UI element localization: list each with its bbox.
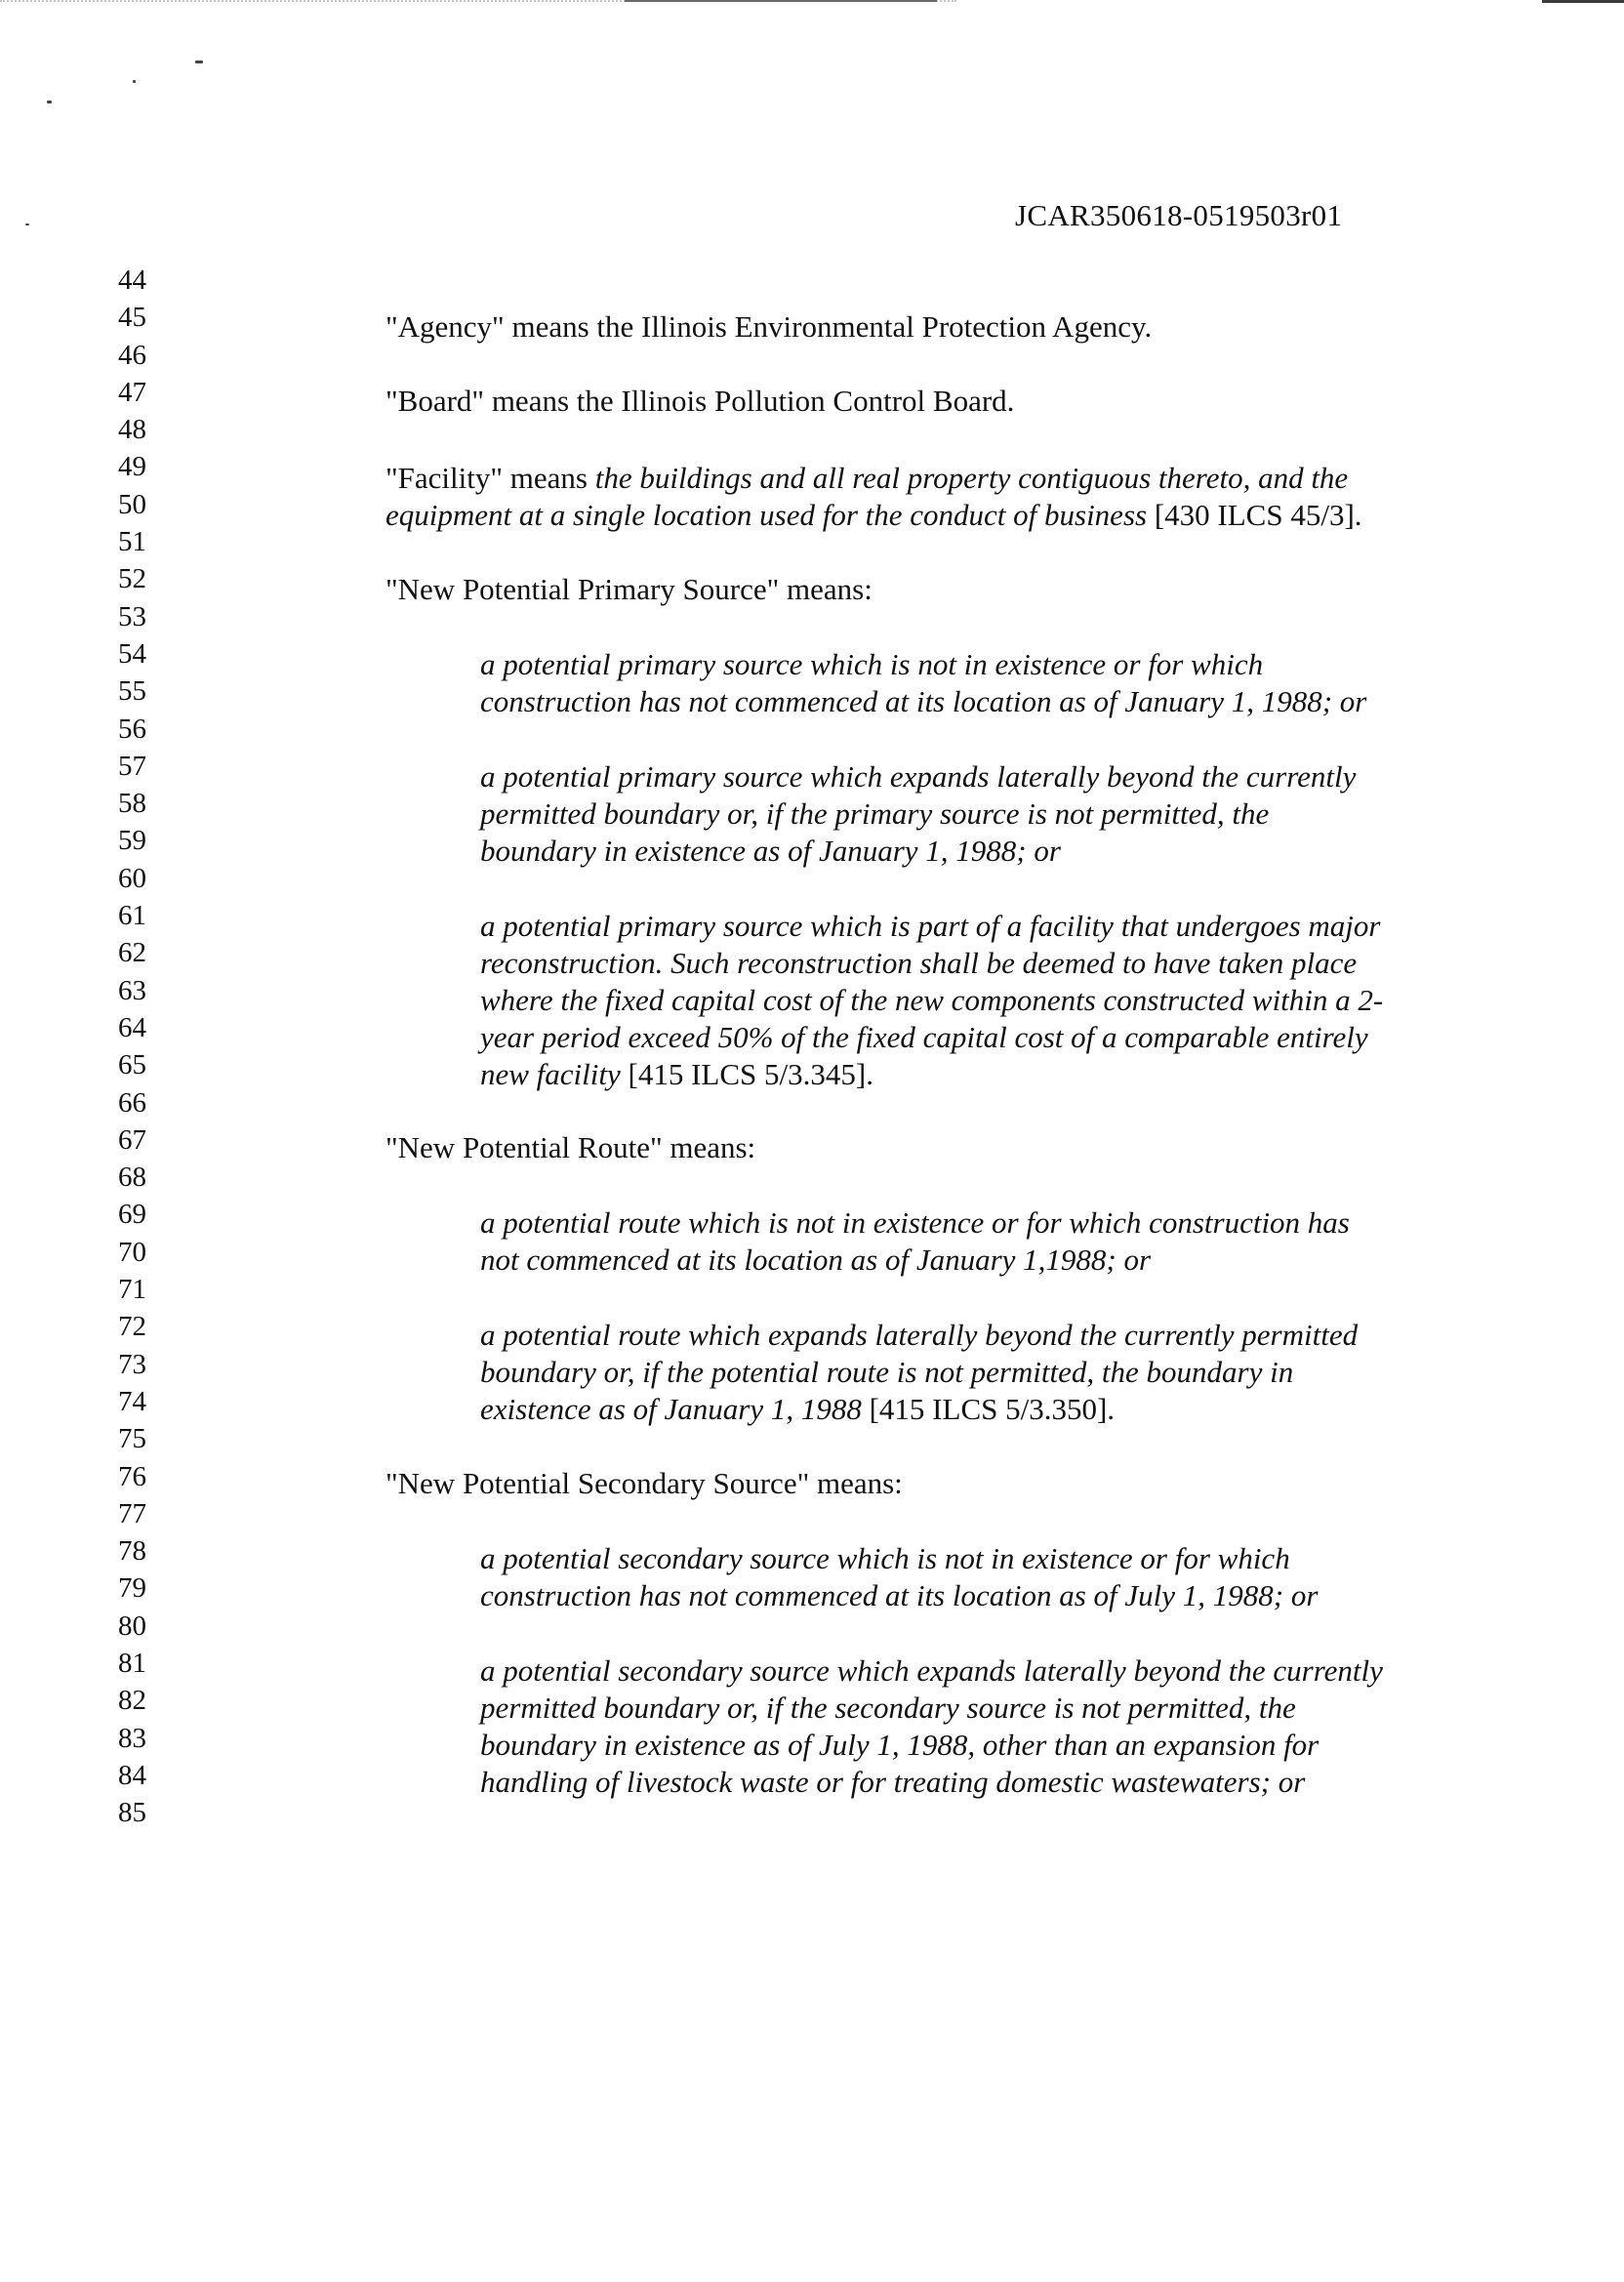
scan-artifact-top-right	[1542, 0, 1624, 3]
line-number: 53	[118, 600, 146, 632]
line-number: 61	[118, 900, 146, 932]
line-number: 84	[118, 1759, 146, 1791]
line-number: 74	[118, 1385, 146, 1417]
line-number: 85	[118, 1797, 146, 1829]
secondary-item-2-line: boundary in existence as of July 1, 1988, other than an expansion for	[480, 1728, 1320, 1762]
line-number-column	[78, 262, 146, 1831]
line-number: 77	[118, 1497, 146, 1529]
scan-artifact-top-line	[625, 0, 937, 2]
facility-text: the buildings and all real property contiguous thereto, and the	[594, 461, 1349, 495]
facility-citation: [430 ILCS 45/3].	[1147, 498, 1362, 532]
line-number: 55	[118, 675, 146, 708]
line-number: 66	[118, 1086, 146, 1119]
primary-item-3-line: a potential primary source which is part of a facility that undergoes major	[480, 909, 1381, 943]
line-number: 57	[118, 750, 146, 782]
line-number: 60	[118, 862, 146, 894]
route-item-2-line: a potential route which expands laterally beyond the currently permitted	[480, 1318, 1359, 1352]
route-item-1-line: a potential route which is not in existence or for which construction has	[480, 1205, 1350, 1240]
line-number: 73	[118, 1348, 146, 1380]
heading-new-secondary-source: "New Potential Secondary Source" means:	[386, 1466, 903, 1500]
scan-speck	[195, 61, 203, 63]
line-number: 49	[118, 451, 146, 483]
facility-term: "Facility" means	[386, 461, 595, 495]
line-number: 56	[118, 713, 146, 745]
primary-item-3-text: new facility	[480, 1057, 621, 1091]
route-citation: [415 ILCS 5/3.350].	[861, 1392, 1116, 1426]
secondary-item-1-line: a potential secondary source which is not in existence or for which	[480, 1541, 1290, 1575]
line-number: 50	[118, 488, 146, 520]
line-number: 65	[118, 1049, 146, 1081]
definition-facility-line-2	[386, 497, 1362, 534]
heading-new-route: "New Potential Route" means:	[386, 1130, 756, 1164]
primary-item-3-line: reconstruction. Such reconstruction shall be deemed to have taken place	[480, 946, 1358, 980]
route-item-2-line	[480, 1391, 1115, 1428]
document-id: JCAR350618-0519503r01	[1015, 198, 1343, 232]
line-number: 83	[118, 1722, 146, 1754]
secondary-item-2-line: handling of livestock waste or for treating domestic wastewaters; or	[480, 1765, 1306, 1799]
line-number: 59	[118, 825, 146, 857]
scan-speck	[133, 80, 136, 83]
line-number: 64	[118, 1011, 146, 1043]
line-number: 58	[118, 788, 146, 820]
primary-item-2-line: boundary in existence as of January 1, 1988; or	[480, 834, 1061, 868]
line-number: 69	[118, 1199, 146, 1231]
secondary-item-2-line: a potential secondary source which expands laterally beyond the currently	[480, 1653, 1383, 1688]
facility-text: equipment at a single location used for the conduct of business	[386, 498, 1148, 532]
line-number: 70	[118, 1236, 146, 1268]
line-number: 75	[118, 1423, 146, 1455]
line-number: 82	[118, 1685, 146, 1717]
line-number: 47	[118, 376, 146, 408]
line-number: 79	[118, 1572, 146, 1605]
line-number: 80	[118, 1610, 146, 1642]
line-number: 44	[118, 265, 146, 296]
line-number: 46	[118, 339, 146, 371]
line-number: 71	[118, 1274, 146, 1306]
line-number: 45	[118, 302, 146, 334]
line-number: 51	[118, 526, 146, 558]
line-number: 52	[118, 563, 146, 595]
primary-item-3-line	[480, 1056, 873, 1093]
primary-item-2-line: a potential primary source which expands laterally beyond the currently	[480, 759, 1357, 794]
line-number: 72	[118, 1311, 146, 1343]
line-number: 78	[118, 1535, 146, 1568]
heading-new-primary-source: "New Potential Primary Source" means:	[386, 572, 873, 606]
line-number: 81	[118, 1647, 146, 1679]
primary-item-1-line: a potential primary source which is not in existence or for which	[480, 647, 1264, 681]
line-number: 62	[118, 937, 146, 969]
line-number: 68	[118, 1161, 146, 1194]
primary-citation: [415 ILCS 5/3.345].	[620, 1057, 873, 1091]
primary-item-3-line: year period exceed 50% of the fixed capital cost of a comparable entirely	[480, 1020, 1368, 1054]
definition-agency: "Agency" means the Illinois Environmental Protection Agency.	[386, 309, 1153, 344]
line-number: 67	[118, 1123, 146, 1156]
primary-item-1-line: construction has not commenced at its location as of January 1, 1988; or	[480, 684, 1367, 718]
definition-board: "Board" means the Illinois Pollution Control Board.	[386, 384, 1015, 418]
primary-item-2-line: permitted boundary or, if the primary source is not permitted, the	[480, 796, 1270, 831]
line-number: 54	[118, 637, 146, 670]
scan-speck	[47, 101, 52, 103]
line-number: 76	[118, 1460, 146, 1492]
primary-item-3-line: where the fixed capital cost of the new components constructed within a 2-	[480, 983, 1384, 1017]
scan-speck	[25, 224, 29, 225]
secondary-item-2-line: permitted boundary or, if the secondary source is not permitted, the	[480, 1691, 1296, 1725]
definition-facility-line-1	[386, 460, 1348, 497]
secondary-item-1-line: construction has not commenced at its location as of July 1, 1988; or	[480, 1578, 1319, 1612]
route-item-1-line: not commenced at its location as of January 1,1988; or	[480, 1243, 1152, 1277]
route-item-2-line: boundary or, if the potential route is not permitted, the boundary in	[480, 1355, 1294, 1389]
route-item-2-text: existence as of January 1, 1988	[480, 1392, 862, 1426]
line-number: 48	[118, 414, 146, 446]
line-number: 63	[118, 974, 146, 1006]
